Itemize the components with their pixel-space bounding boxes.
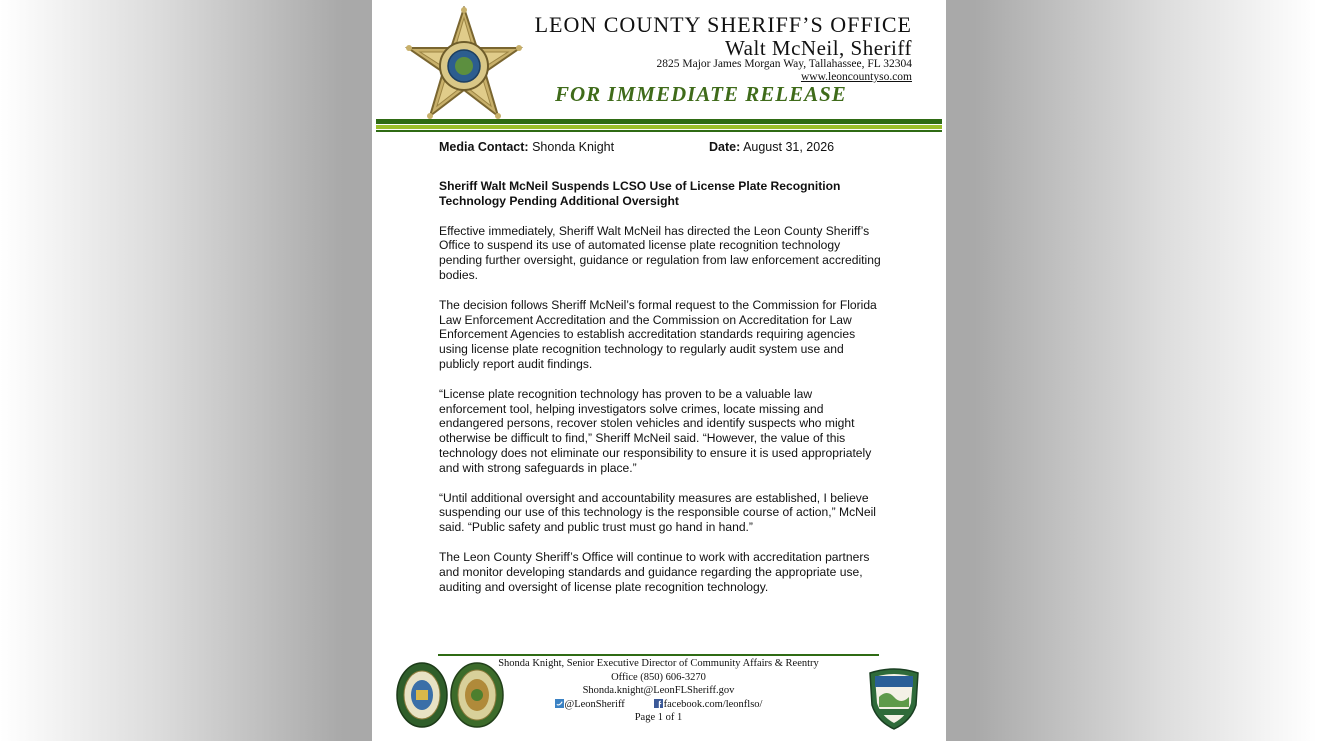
header-divider-accent [376, 125, 942, 129]
footer-page-number: Page 1 of 1 [634, 712, 683, 724]
footer-contact-line: Shonda Knight, Senior Executive Director of Community Affairs & Reentry [498, 658, 819, 669]
footer-twitter-link[interactable]: @LeonSheriff [564, 698, 625, 710]
office-address: 2825 Major James Morgan Way, Tallahassee, FL 32304 [656, 58, 912, 70]
footer-divider [438, 654, 879, 656]
article-paragraph: “Until additional oversight and accountability measures are established, I believe suspending our use of this technology is the responsible course of action,” McNeil said. “Public safety and public trust must go hand in hand.” [439, 490, 876, 535]
footer-office-phone: Office (850) 606-3270 [611, 671, 706, 683]
release-date [709, 140, 834, 154]
sheriff-star-badge-icon [405, 6, 523, 120]
accreditation-seal-icon [396, 662, 448, 728]
facebook-icon [654, 699, 663, 708]
footer-social-links [472, 698, 845, 712]
release-date-value: August 31, 2026 [743, 140, 835, 154]
sheriff-name: Walt McNeil, Sheriff [725, 36, 912, 60]
header-divider [376, 119, 942, 124]
office-name: LEON COUNTY SHERIFF’S OFFICE [534, 12, 912, 37]
media-contact-value: Shonda Knight [532, 140, 615, 154]
article-paragraph: The decision follows Sheriff McNeil’s formal request to the Commission for Florida Law Enforcement Accreditation and the Commission on Accreditation for Law Enforcement Agencies to establish accreditation standards requiring agencies using license plate recognition technology to regularly audit system use and publicly report audit findings. [439, 297, 877, 371]
media-contact-label: Media Contact: [439, 140, 529, 154]
footer-contact-block [472, 657, 845, 725]
press-release-page [372, 0, 946, 741]
release-date-label: Date: [709, 140, 741, 154]
release-banner: FOR IMMEDIATE RELEASE [555, 82, 847, 106]
article-paragraph: The Leon County Sheriff’s Office will continue to work with accreditation partners and monitor developing standards and guidance regarding the appropriate use, auditing and oversight of license plate recognition technology. [439, 549, 870, 594]
office-website-link[interactable]: www.leoncountyso.com [800, 71, 912, 83]
footer-facebook-link[interactable]: facebook.com/leonflso/ [663, 698, 763, 710]
article-headline: Sheriff Walt McNeil Suspends LCSO Use of License Plate Recognition Technology Pending Additional Oversight [439, 179, 841, 208]
twitter-icon [555, 699, 564, 708]
media-contact [439, 140, 614, 154]
article-paragraph: Effective immediately, Sheriff Walt McNeil has directed the Leon County Sheriff’s Office to suspend its use of automated license plate recognition technology pending further oversight, guidance or regulation from law enforcement accrediting bodies. [439, 223, 881, 282]
article-body [439, 179, 881, 609]
footer-email-link[interactable]: Shonda.knight@LeonFLSheriff.gov [582, 685, 735, 697]
sheriff-shield-badge-icon [867, 667, 921, 731]
header-divider-bottom [376, 130, 942, 132]
article-paragraph: “License plate recognition technology has proven to be a valuable law enforcement tool, helping investigators solve crimes, locate missing and endangered persons, recover stolen vehicles and identify suspects who might otherwise be difficult to find,” Sheriff McNeil said. “However, the value of this technology does not eliminate our responsibility to ensure it is used appropriately and with strong safeguards in place.” [439, 386, 872, 475]
